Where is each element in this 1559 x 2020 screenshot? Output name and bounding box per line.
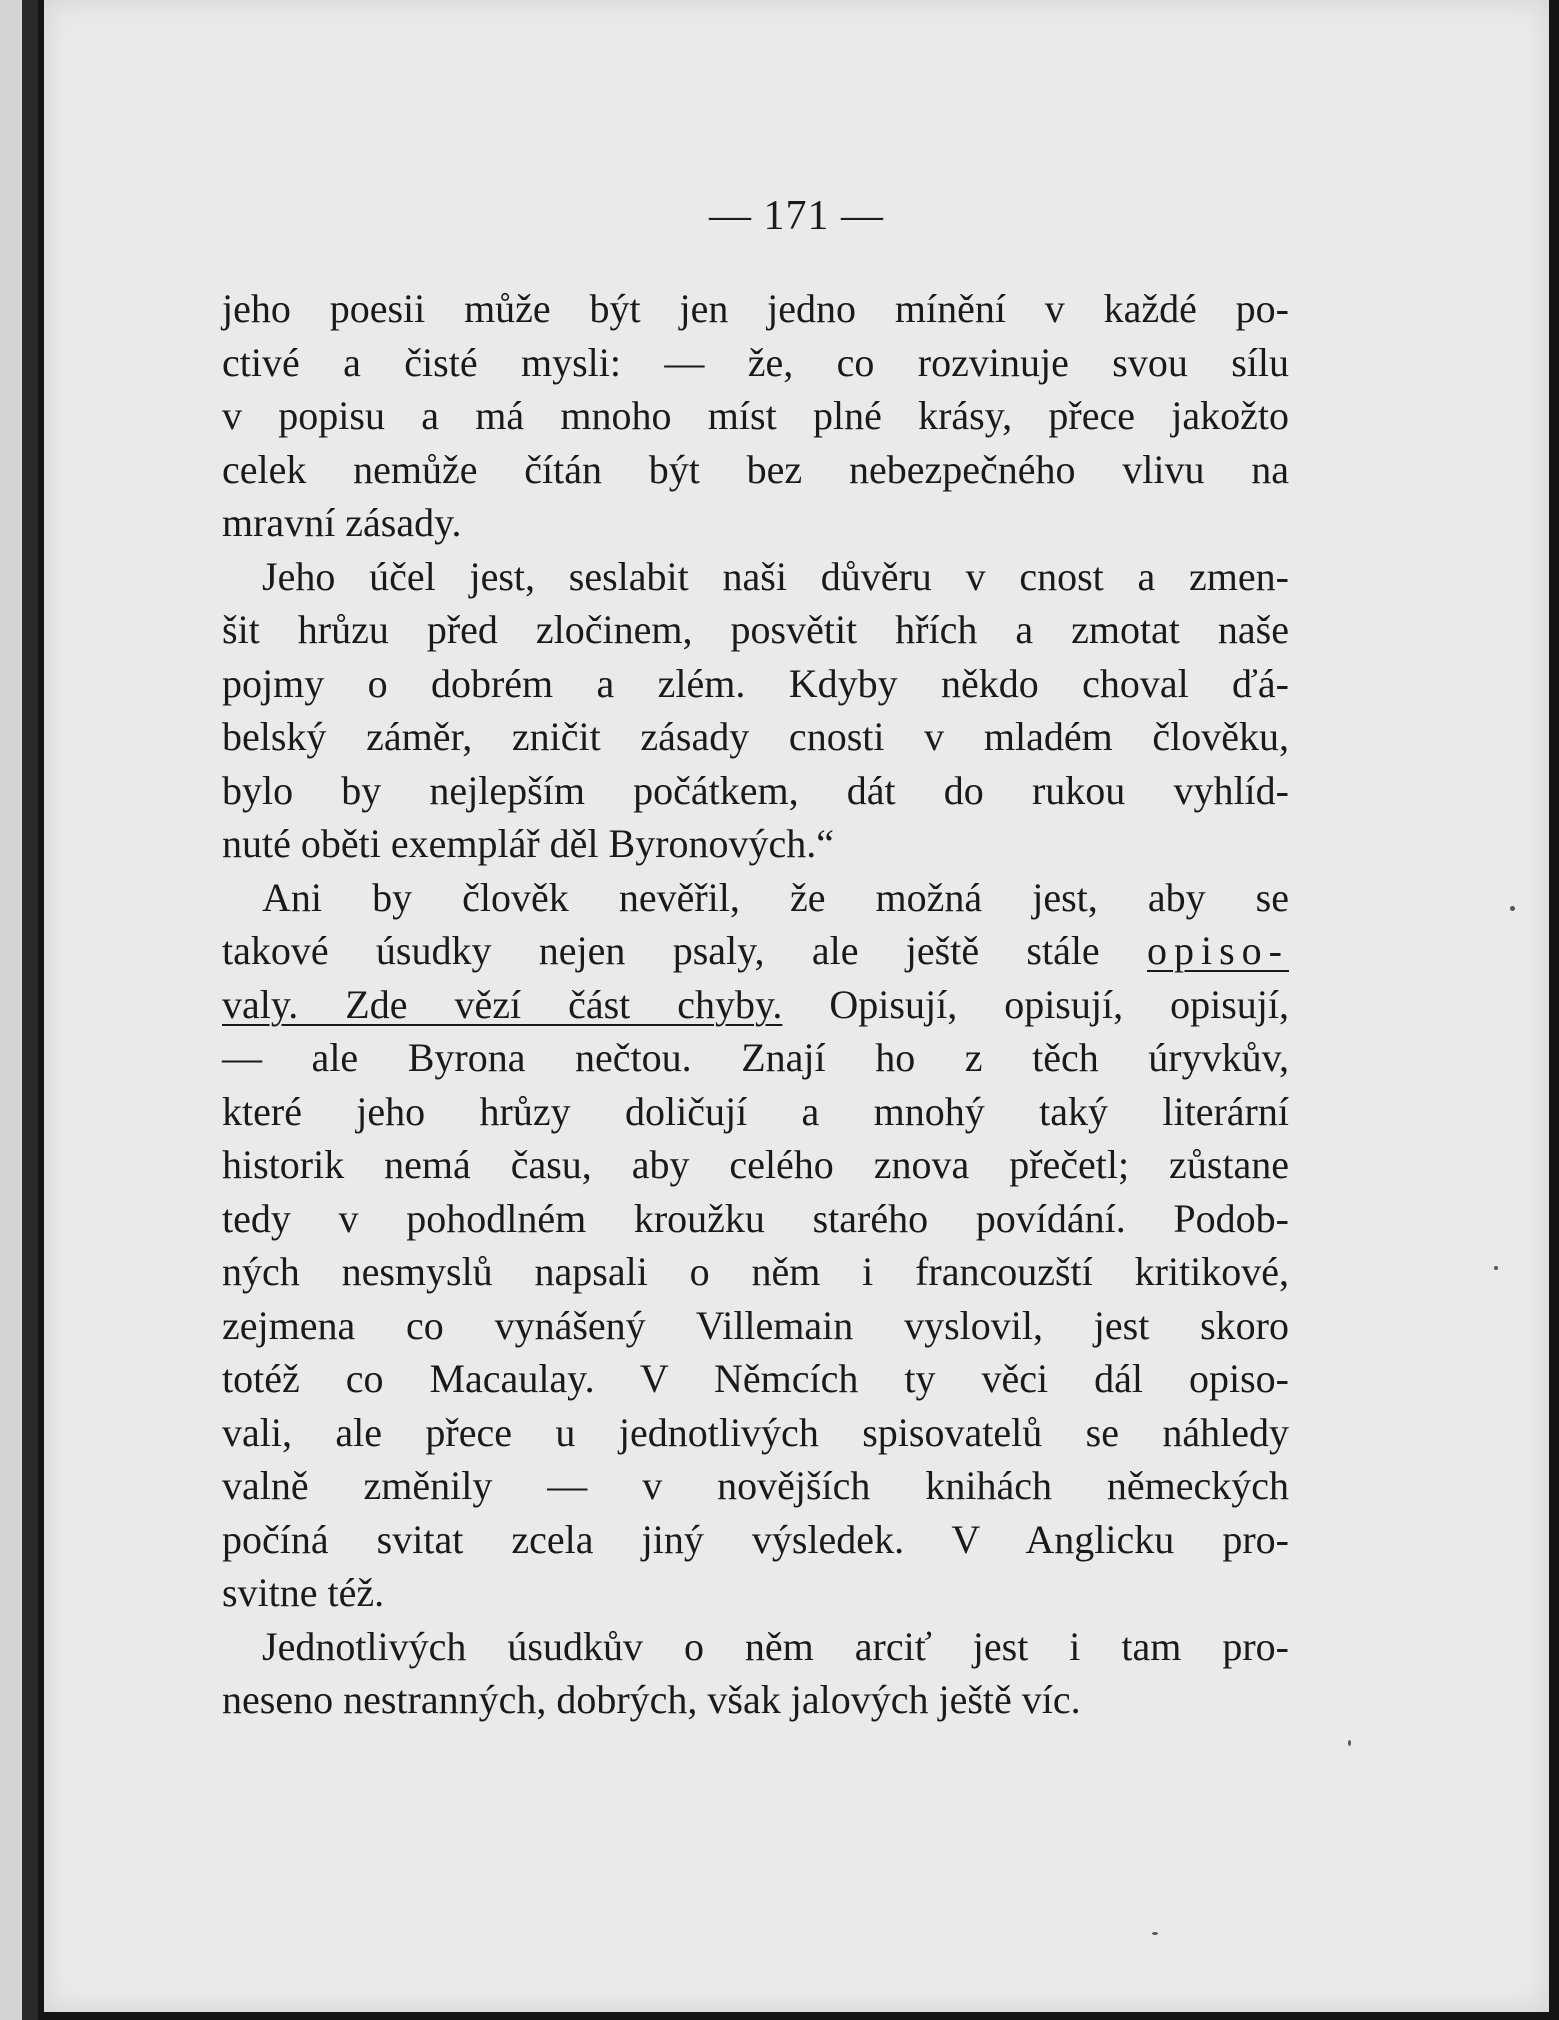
- line-text: takové úsudky nejen psaly, ale ještě stále: [222, 928, 1147, 973]
- text-line: belský záměr, zničit zásady cnosti v mladém člověku,: [222, 714, 1289, 759]
- text-line: nuté oběti exemplář děl Byronových.“: [222, 821, 835, 866]
- paper-speck: [1510, 906, 1515, 911]
- text-line: svitne též.: [222, 1570, 385, 1615]
- text-line: mravní zásady.: [222, 500, 462, 545]
- text-line: Jednotlivých úsudkův o něm arciť jest i tam pro-: [262, 1623, 1289, 1669]
- text-line: — ale Byrona nečtou. Znají ho z těch úryvkův,: [222, 1035, 1289, 1080]
- text-line: Ani by člověk nevěřil, že možná jest, aby se: [262, 874, 1289, 920]
- text-line: vali, ale přece u jednotlivých spisovatelů se náhledy: [222, 1409, 1289, 1455]
- paper-speck: [1152, 1932, 1158, 1935]
- text-line: celek nemůže čítán být bez nebezpečného vlivu na: [222, 446, 1289, 492]
- text-line: šit hrůzu před zločinem, posvětit hřích a zmotat naše: [222, 607, 1289, 652]
- body-text: [222, 282, 1289, 1727]
- book-page: [44, 0, 1549, 2012]
- text-line: zejmena co vynášený Villemain vyslovil, jest skoro: [222, 1302, 1289, 1348]
- previous-page-edge: [0, 0, 22, 2020]
- text-line: valně změnily — v novějších knihách německých: [222, 1463, 1289, 1508]
- text-line: počíná svitat zcela jiný výsledek. V Anglicku pro-: [222, 1516, 1289, 1562]
- paper-speck: [1348, 1740, 1351, 1746]
- text-line: tedy v pohodlném kroužku starého povídání. Podob-: [222, 1195, 1289, 1241]
- spaced-underlined-word: opiso-: [1147, 928, 1289, 973]
- text-line: ctivé a čisté mysli: — že, co rozvinuje svou sílu: [222, 339, 1289, 385]
- text-line: historik nemá času, aby celého znova přečetl; zůstane: [222, 1142, 1289, 1187]
- paper-speck: [1494, 1266, 1498, 1270]
- text-line-emphasis: [222, 924, 1289, 978]
- text-line: totéž co Macaulay. V Němcích ty věci dál opiso-: [222, 1356, 1289, 1401]
- text-line: bylo by nejlepším počátkem, dát do rukou vyhlíd-: [222, 767, 1289, 813]
- underlined-phrase: valy. Zde vězí část chyby.: [222, 981, 783, 1027]
- text-line: jeho poesii může být jen jedno mínění v každé po-: [222, 286, 1289, 331]
- text-line: neseno nestranných, dobrých, však jalových ještě víc.: [222, 1677, 1081, 1722]
- text-line: Jeho účel jest, seslabit naši důvěru v cnost a zmen-: [262, 553, 1289, 599]
- text-line: ných nesmyslů napsali o něm i francouzští kritikové,: [222, 1249, 1289, 1294]
- text-line: v popisu a má mnoho míst plné krásy, přece jakožto: [222, 393, 1289, 438]
- page-number: — 171 —: [709, 193, 884, 239]
- text-line: které jeho hrůzy doličují a mnohý taký literární: [222, 1088, 1289, 1134]
- text-line-emphasis: [222, 978, 1289, 1032]
- line-text: Opisují, opisují, opisují,: [782, 981, 1289, 1027]
- text-line: pojmy o dobrém a zlém. Kdyby někdo choval ďá-: [222, 660, 1289, 706]
